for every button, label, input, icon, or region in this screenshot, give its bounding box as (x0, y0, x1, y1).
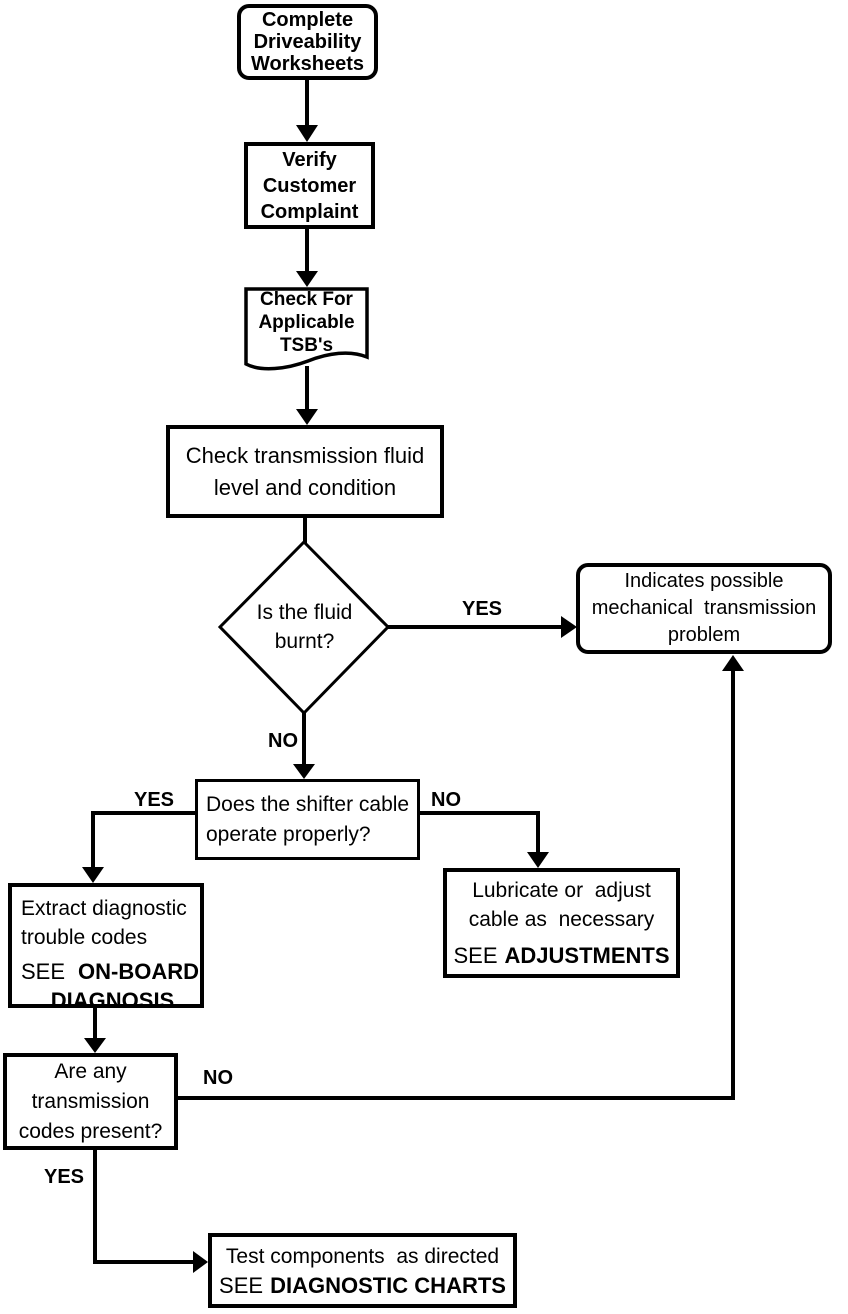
node-line: Extract diagnostic (21, 897, 187, 920)
arrowhead-into-codes (84, 1038, 106, 1053)
see-label: SEE (21, 959, 66, 984)
node-line: burnt? (274, 630, 335, 653)
arrowhead-into-fluid (296, 409, 318, 425)
arrowhead-feedback-into-indicates (722, 655, 744, 671)
decision-is-fluid-burnt (234, 596, 375, 658)
see-label: SEE (219, 1272, 264, 1298)
decision-shifter-cable-operates (195, 779, 420, 860)
edge-label-codes-yes: YES (44, 1166, 85, 1188)
edge-label-shifter-yes: YES (134, 789, 175, 811)
see-reference-target: ADJUSTMENTS (504, 943, 670, 968)
node-line: Test components as directed (225, 1244, 500, 1268)
node-line: problem (667, 624, 741, 646)
node-line: operate properly? (206, 822, 371, 846)
see-label: SEE (453, 943, 498, 968)
arrowhead-into-shifter (293, 764, 315, 779)
edge-label-codes-no: NO (203, 1067, 233, 1089)
node-line: Check transmission fluid (185, 442, 425, 468)
edge-codes-yes-down (95, 1148, 195, 1262)
node-line: Complete (261, 9, 354, 31)
node-line: Complaint (260, 200, 359, 223)
arrowhead-into-indicates (561, 616, 577, 638)
edge-shifter-no-right (418, 813, 538, 854)
edge-shifter-yes-left (93, 813, 197, 869)
arrowhead-into-verify (296, 125, 318, 142)
arrowhead-into-test (193, 1251, 208, 1273)
node-mechanical-transmission-problem (576, 563, 832, 654)
node-verify-customer-complaint (244, 142, 375, 229)
node-line: transmission (31, 1089, 150, 1113)
see-reference-target: DIAGNOSTIC CHARTS (270, 1272, 506, 1298)
node-lubricate-or-adjust-cable (443, 868, 680, 978)
edge-lines (93, 78, 733, 1262)
decision-transmission-codes-present (3, 1053, 178, 1150)
node-line: Lubricate or adjust (472, 879, 651, 902)
node-line: Indicates possible (624, 570, 784, 592)
node-line: Applicable (258, 311, 355, 333)
node-line: Driveability (253, 31, 362, 53)
see-reference-target: DIAGNOSIS (50, 988, 175, 1013)
node-check-for-applicable-tsbs (245, 289, 368, 355)
edge-label-shifter-no: NO (431, 789, 461, 811)
node-extract-diagnostic-trouble-codes (8, 883, 204, 1013)
node-line: cable as necessary (468, 908, 655, 931)
node-line: level and condition (213, 474, 397, 500)
see-reference-target: ON-BOARD (78, 959, 200, 984)
node-line: mechanical transmission (591, 597, 817, 619)
node-test-components-as-directed (208, 1233, 517, 1308)
edge-arrowheads (82, 125, 744, 1273)
node-line: trouble codes (21, 926, 148, 949)
node-complete-driveability-worksheets (237, 4, 378, 80)
arrowhead-into-lubricate (527, 852, 549, 868)
node-line: codes present? (18, 1119, 163, 1143)
node-see-reference (21, 957, 199, 986)
arrowhead-into-tsbs (296, 271, 318, 287)
edge-label-fluid-yes: YES (462, 598, 503, 620)
node-line: Check For (260, 288, 353, 310)
node-see-reference (219, 1271, 506, 1300)
node-line: Is the fluid (256, 601, 353, 624)
node-line: Worksheets (250, 53, 364, 75)
node-line: Customer (262, 174, 357, 197)
arrowhead-into-extract (82, 867, 104, 883)
node-line: Are any (54, 1059, 127, 1083)
node-line: Does the shifter cable (206, 792, 410, 816)
node-line: TSB's (279, 334, 334, 356)
node-line: Verify (282, 148, 337, 171)
node-check-transmission-fluid (166, 425, 444, 518)
node-see-reference (453, 941, 669, 970)
edge-label-fluid-no: NO (268, 730, 298, 752)
